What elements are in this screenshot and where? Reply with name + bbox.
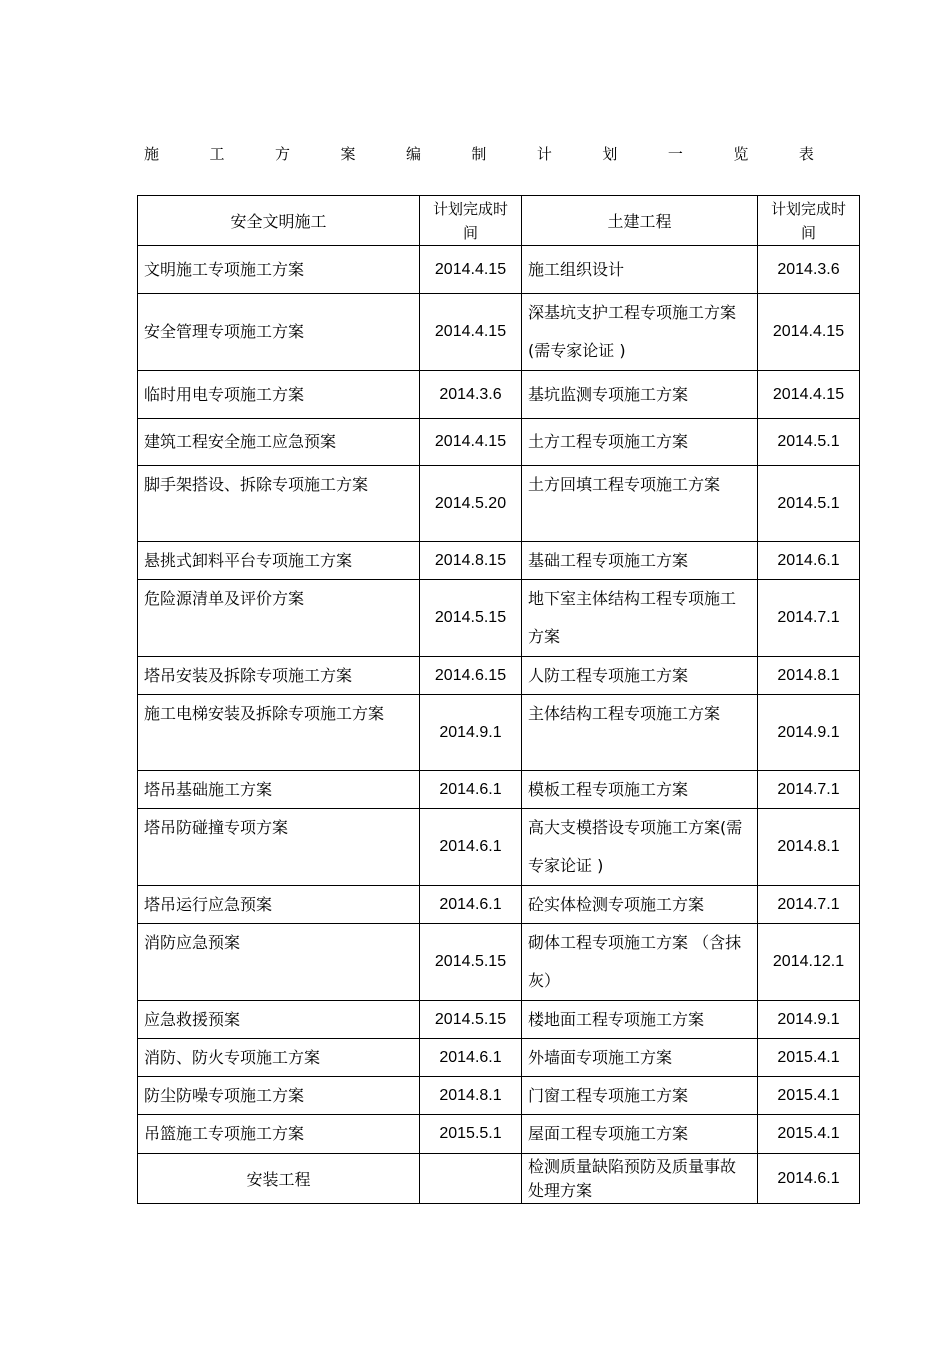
civil-plan-name: 土方回填工程专项施工方案	[522, 466, 758, 542]
safety-plan-date: 2014.6.1	[420, 1039, 522, 1077]
safety-plan-name: 消防应急预案	[138, 924, 420, 1001]
safety-plan-name: 建筑工程安全施工应急预案	[138, 419, 420, 466]
table-row	[138, 542, 860, 580]
table-row	[138, 580, 860, 657]
safety-plan-name: 悬挑式卸料平台专项施工方案	[138, 542, 420, 580]
civil-plan-date: 2015.4.1	[758, 1077, 860, 1115]
title-char: 案	[340, 145, 356, 163]
title-char: 划	[602, 145, 618, 163]
table-row	[138, 924, 860, 1001]
table-row	[138, 294, 860, 371]
title-char: 一	[667, 145, 683, 163]
civil-plan-name: 外墙面专项施工方案	[522, 1039, 758, 1077]
civil-plan-date: 2014.6.1	[758, 542, 860, 580]
civil-plan-date: 2014.5.1	[758, 466, 860, 542]
title-char: 方	[274, 145, 290, 163]
civil-plan-name: 地下室主体结构工程专项施工方案	[522, 580, 758, 657]
civil-plan-name: 主体结构工程专项施工方案	[522, 695, 758, 771]
civil-plan-name: 深基坑支护工程专项施工方案(需专家论证 )	[522, 294, 758, 371]
civil-plan-name: 砌体工程专项施工方案 （含抹灰）	[522, 924, 758, 1001]
safety-plan-date: 2014.6.1	[420, 886, 522, 924]
civil-plan-date: 2014.8.1	[758, 809, 860, 886]
table-row	[138, 1115, 860, 1154]
safety-plan-date: 2014.6.15	[420, 657, 522, 695]
table-row	[138, 246, 860, 294]
safety-plan-name: 危险源清单及评价方案	[138, 580, 420, 657]
safety-plan-date: 2015.5.1	[420, 1115, 522, 1154]
safety-plan-date: 2014.9.1	[420, 695, 522, 771]
safety-plan-date: 2014.6.1	[420, 771, 522, 809]
civil-plan-date: 2014.4.15	[758, 294, 860, 371]
safety-plan-date: 2014.4.15	[420, 246, 522, 294]
construction-plan-table	[137, 195, 860, 1204]
safety-plan-date: 2014.6.1	[420, 809, 522, 886]
civil-plan-name: 模板工程专项施工方案	[522, 771, 758, 809]
table-row	[138, 1001, 860, 1039]
table-row	[138, 695, 860, 771]
civil-plan-name: 施工组织设计	[522, 246, 758, 294]
civil-plan-date: 2014.12.1	[758, 924, 860, 1001]
table-header-row	[138, 196, 860, 246]
safety-plan-name: 施工电梯安装及拆除专项施工方案	[138, 695, 420, 771]
table-row	[138, 771, 860, 809]
safety-plan-name: 消防、防火专项施工方案	[138, 1039, 420, 1077]
safety-plan-name: 塔吊运行应急预案	[138, 886, 420, 924]
civil-plan-name: 门窗工程专项施工方案	[522, 1077, 758, 1115]
document-title	[144, 142, 814, 166]
safety-plan-name: 脚手架搭设、拆除专项施工方案	[138, 466, 420, 542]
civil-plan-name: 楼地面工程专项施工方案	[522, 1001, 758, 1039]
header-planned-date-2: 计划完成时间	[758, 196, 860, 246]
safety-plan-date: 2014.4.15	[420, 419, 522, 466]
civil-plan-name: 屋面工程专项施工方案	[522, 1115, 758, 1154]
civil-plan-date: 2014.3.6	[758, 246, 860, 294]
civil-plan-date: 2014.4.15	[758, 371, 860, 419]
civil-plan-date: 2014.6.1	[758, 1154, 860, 1204]
civil-plan-date: 2014.7.1	[758, 771, 860, 809]
safety-plan-date: 2014.4.15	[420, 294, 522, 371]
safety-plan-date	[420, 1154, 522, 1204]
civil-plan-name: 高大支模搭设专项施工方案(需专家论证 )	[522, 809, 758, 886]
civil-plan-date: 2014.7.1	[758, 580, 860, 657]
civil-plan-name: 砼实体检测专项施工方案	[522, 886, 758, 924]
header-planned-date-1: 计划完成时间	[420, 196, 522, 246]
civil-plan-date: 2015.4.1	[758, 1039, 860, 1077]
table-row	[138, 657, 860, 695]
title-char: 表	[798, 145, 814, 163]
safety-plan-name: 防尘防噪专项施工方案	[138, 1077, 420, 1115]
civil-plan-date: 2014.9.1	[758, 695, 860, 771]
civil-plan-date: 2014.7.1	[758, 886, 860, 924]
title-char: 制	[471, 145, 487, 163]
safety-plan-date: 2014.3.6	[420, 371, 522, 419]
safety-plan-date: 2014.8.1	[420, 1077, 522, 1115]
table-row	[138, 886, 860, 924]
civil-plan-date: 2014.9.1	[758, 1001, 860, 1039]
civil-plan-date: 2014.8.1	[758, 657, 860, 695]
safety-plan-name: 塔吊安装及拆除专项施工方案	[138, 657, 420, 695]
safety-plan-date: 2014.5.15	[420, 1001, 522, 1039]
civil-plan-name: 土方工程专项施工方案	[522, 419, 758, 466]
civil-plan-name: 人防工程专项施工方案	[522, 657, 758, 695]
title-char: 工	[209, 145, 225, 163]
safety-plan-date: 2014.5.15	[420, 580, 522, 657]
civil-plan-date: 2015.4.1	[758, 1115, 860, 1154]
safety-plan-date: 2014.8.15	[420, 542, 522, 580]
header-civil-engineering: 土建工程	[522, 196, 758, 246]
installation-engineering-header: 安装工程	[138, 1154, 420, 1204]
table-row	[138, 809, 860, 886]
table-row	[138, 466, 860, 542]
safety-plan-name: 塔吊防碰撞专项方案	[138, 809, 420, 886]
civil-plan-name: 检测质量缺陷预防及质量事故处理方案	[522, 1154, 758, 1204]
table-row	[138, 1154, 860, 1204]
table-row	[138, 1077, 860, 1115]
safety-plan-name: 吊篮施工专项施工方案	[138, 1115, 420, 1154]
safety-plan-date: 2014.5.15	[420, 924, 522, 1001]
header-safety-civilized: 安全文明施工	[138, 196, 420, 246]
civil-plan-name: 基础工程专项施工方案	[522, 542, 758, 580]
safety-plan-name: 安全管理专项施工方案	[138, 294, 420, 371]
safety-plan-name: 临时用电专项施工方案	[138, 371, 420, 419]
title-char: 计	[536, 145, 552, 163]
safety-plan-name: 塔吊基础施工方案	[138, 771, 420, 809]
table-row	[138, 1039, 860, 1077]
civil-plan-date: 2014.5.1	[758, 419, 860, 466]
title-char: 编	[405, 145, 421, 163]
safety-plan-name: 应急救援预案	[138, 1001, 420, 1039]
civil-plan-name: 基坑监测专项施工方案	[522, 371, 758, 419]
table-row	[138, 419, 860, 466]
title-char: 施	[144, 145, 160, 163]
title-char: 览	[733, 145, 749, 163]
table-row	[138, 371, 860, 419]
safety-plan-date: 2014.5.20	[420, 466, 522, 542]
safety-plan-name: 文明施工专项施工方案	[138, 246, 420, 294]
